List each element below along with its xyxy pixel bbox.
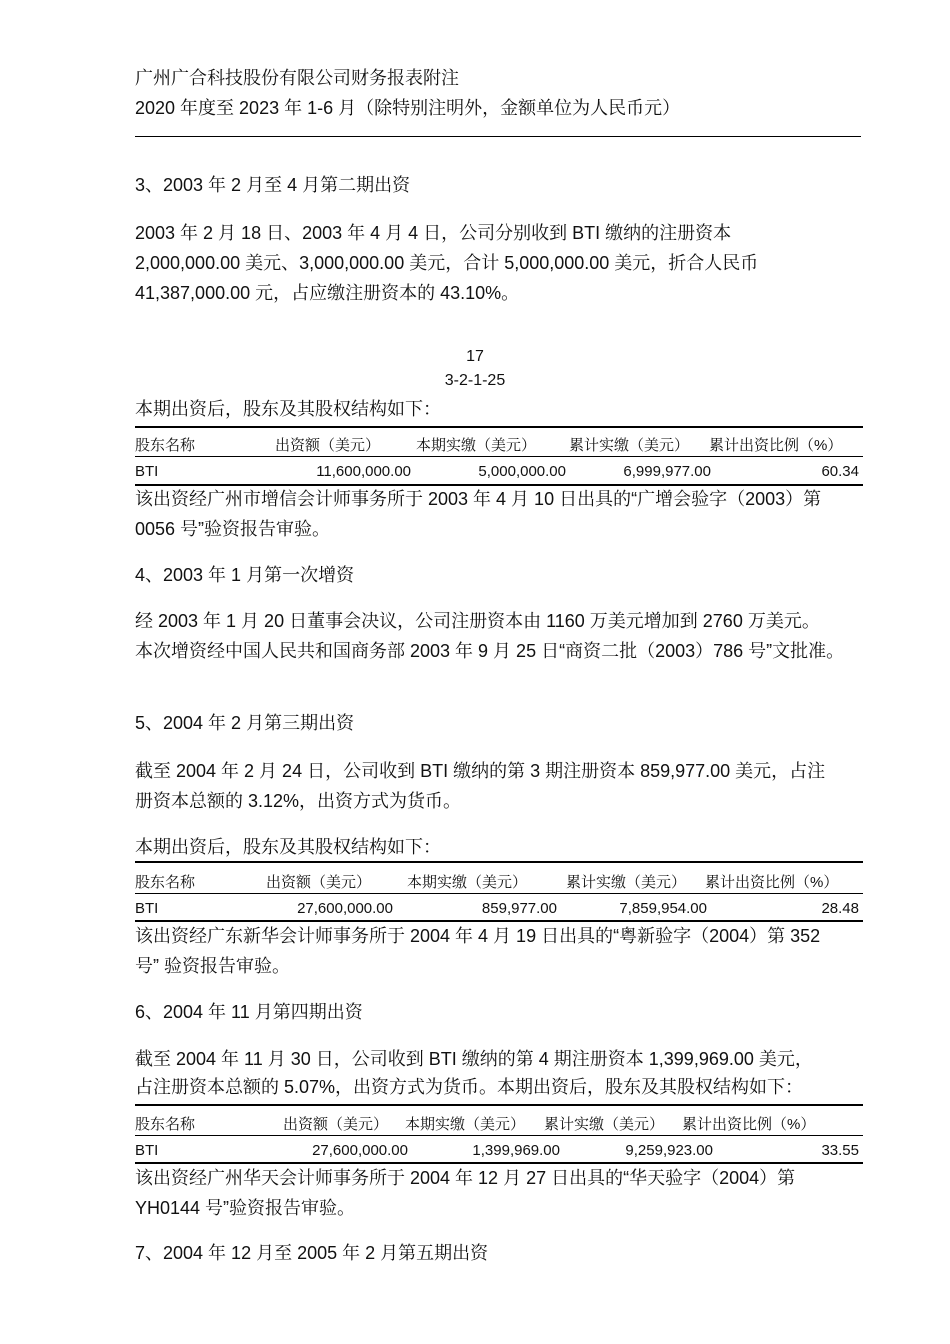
table-header-cell: 出资额（美元）: [283, 1116, 389, 1133]
table-row: [135, 459, 863, 485]
table-header-cell: 股东名称: [135, 1116, 196, 1133]
table-2-intro: 本期出资后，股东及其股权结构如下：: [135, 837, 441, 857]
section-3-title: 3、2003 年 2 月至 4 月第二期出资: [135, 175, 411, 195]
table-1-header-row: [135, 430, 863, 456]
section-5-title: 5、2004 年 2 月第三期出资: [135, 713, 355, 733]
table-cell: 5,000,000.00: [478, 463, 566, 480]
table-cell: 27,600,000.00: [297, 900, 393, 917]
table-cell: BTI: [135, 1142, 159, 1159]
table-cell: BTI: [135, 900, 159, 917]
table-cell: 11,600,000.00: [316, 463, 411, 480]
table-cell: 1,399,969.00: [472, 1142, 560, 1159]
table-3-top-rule: [135, 1104, 863, 1106]
section-7-title: 7、2004 年 12 月至 2005 年 2 月第五期出资: [135, 1243, 489, 1263]
table-cell: 7,859,954.00: [619, 900, 707, 917]
table-header-cell: 累计实缴（美元）: [544, 1116, 665, 1133]
table-2-header-rule: [135, 893, 863, 894]
table-cell: 33.55: [821, 1142, 859, 1159]
table-3-header-rule: [135, 1135, 863, 1136]
table-header-cell: 出资额（美元）: [266, 874, 372, 891]
report-title: 广州广合科技股份有限公司财务报表附注: [135, 68, 459, 88]
table-row: [135, 1138, 863, 1164]
note-3-line2: YH0144 号”验资报告审验。: [135, 1198, 356, 1218]
table-row: [135, 896, 863, 922]
section-6-title: 6、2004 年 11 月第四期出资: [135, 1002, 363, 1022]
table-cell: 859,977.00: [481, 900, 557, 917]
page-number: 17: [466, 348, 484, 365]
table-cell: BTI: [135, 463, 159, 480]
note-2-line2: 号” 验资报告审验。: [135, 956, 290, 976]
section-6-line1: 截至 2004 年 11 月 30 日，公司收到 BTI 缴纳的第 4 期注册资本 1,399,969.00 美元，: [135, 1049, 813, 1069]
section-5-line2: 册资本总额的 3.12%，出资方式为货币。: [135, 791, 462, 811]
table-header-cell: 累计实缴（美元）: [569, 437, 690, 454]
table-cell: 6,999,977.00: [623, 463, 711, 480]
table-header-cell: 股东名称: [135, 874, 196, 891]
table-header-cell: 累计出资比例（%）: [709, 437, 843, 454]
table-cell: 27,600,000.00: [312, 1142, 408, 1159]
table-header-cell: 股东名称: [135, 437, 196, 454]
note-1-line2: 0056 号”验资报告审验。: [135, 519, 331, 539]
table-1-header-rule: [135, 456, 863, 457]
table-1-intro: 本期出资后，股东及其股权结构如下：: [135, 399, 441, 419]
table-cell: 28.48: [821, 900, 859, 917]
section-4-title: 4、2003 年 1 月第一次增资: [135, 565, 355, 585]
table-header-cell: 本期实缴（美元）: [405, 1116, 526, 1133]
table-header-cell: 本期实缴（美元）: [407, 874, 528, 891]
table-cell: 9,259,923.00: [625, 1142, 713, 1159]
section-5-line1: 截至 2004 年 2 月 24 日，公司收到 BTI 缴纳的第 3 期注册资本 859,977.00 美元，占注: [135, 761, 826, 781]
note-2-line1: 该出资经广东新华会计师事务所于 2004 年 4 月 19 日出具的“粤新验字（2004）第 352: [135, 926, 821, 946]
report-period: 2020 年度至 2023 年 1-6 月（除特别注明外，金额单位为人民币元）: [135, 98, 681, 118]
header-divider: [135, 136, 861, 137]
section-6-line2: 占注册资本总额的 5.07%，出资方式为货币。本期出资后，股东及其股权结构如下：: [135, 1077, 804, 1097]
section-4-line1: 经 2003 年 1 月 20 日董事会决议，公司注册资本由 1160 万美元增加到 2760 万美元。: [135, 611, 820, 631]
table-1-top-rule: [135, 426, 863, 428]
table-2-header-row: [135, 867, 863, 893]
section-3-para-line2: 2,000,000.00 美元、3,000,000.00 美元，合计 5,000,000.00 美元，折合人民币: [135, 253, 759, 273]
note-1-line1: 该出资经广州市增信会计师事务所于 2003 年 4 月 10 日出具的“广增会验字（2003）第: [135, 489, 822, 509]
section-4-line2: 本次增资经中国人民共和国商务部 2003 年 9 月 25 日“商资二批（2003）786 号”文批准。: [135, 641, 845, 661]
table-header-cell: 累计出资比例（%）: [705, 874, 839, 891]
table-header-cell: 本期实缴（美元）: [416, 437, 537, 454]
table-header-cell: 累计出资比例（%）: [682, 1116, 816, 1133]
table-2-top-rule: [135, 861, 863, 863]
table-header-cell: 累计实缴（美元）: [566, 874, 687, 891]
table-cell: 60.34: [821, 463, 859, 480]
page-reference: 3-2-1-25: [444, 372, 506, 389]
table-header-cell: 出资额（美元）: [275, 437, 381, 454]
table-3-header-row: [135, 1109, 863, 1135]
note-3-line1: 该出资经广州华天会计师事务所于 2004 年 12 月 27 日出具的“华天验字（2004）第: [135, 1168, 796, 1188]
section-3-para-line1: 2003 年 2 月 18 日、2003 年 4 月 4 日，公司分别收到 BTI 缴纳的注册资本: [135, 223, 732, 243]
section-3-para-line3: 41,387,000.00 元，占应缴注册资本的 43.10%。: [135, 283, 520, 303]
